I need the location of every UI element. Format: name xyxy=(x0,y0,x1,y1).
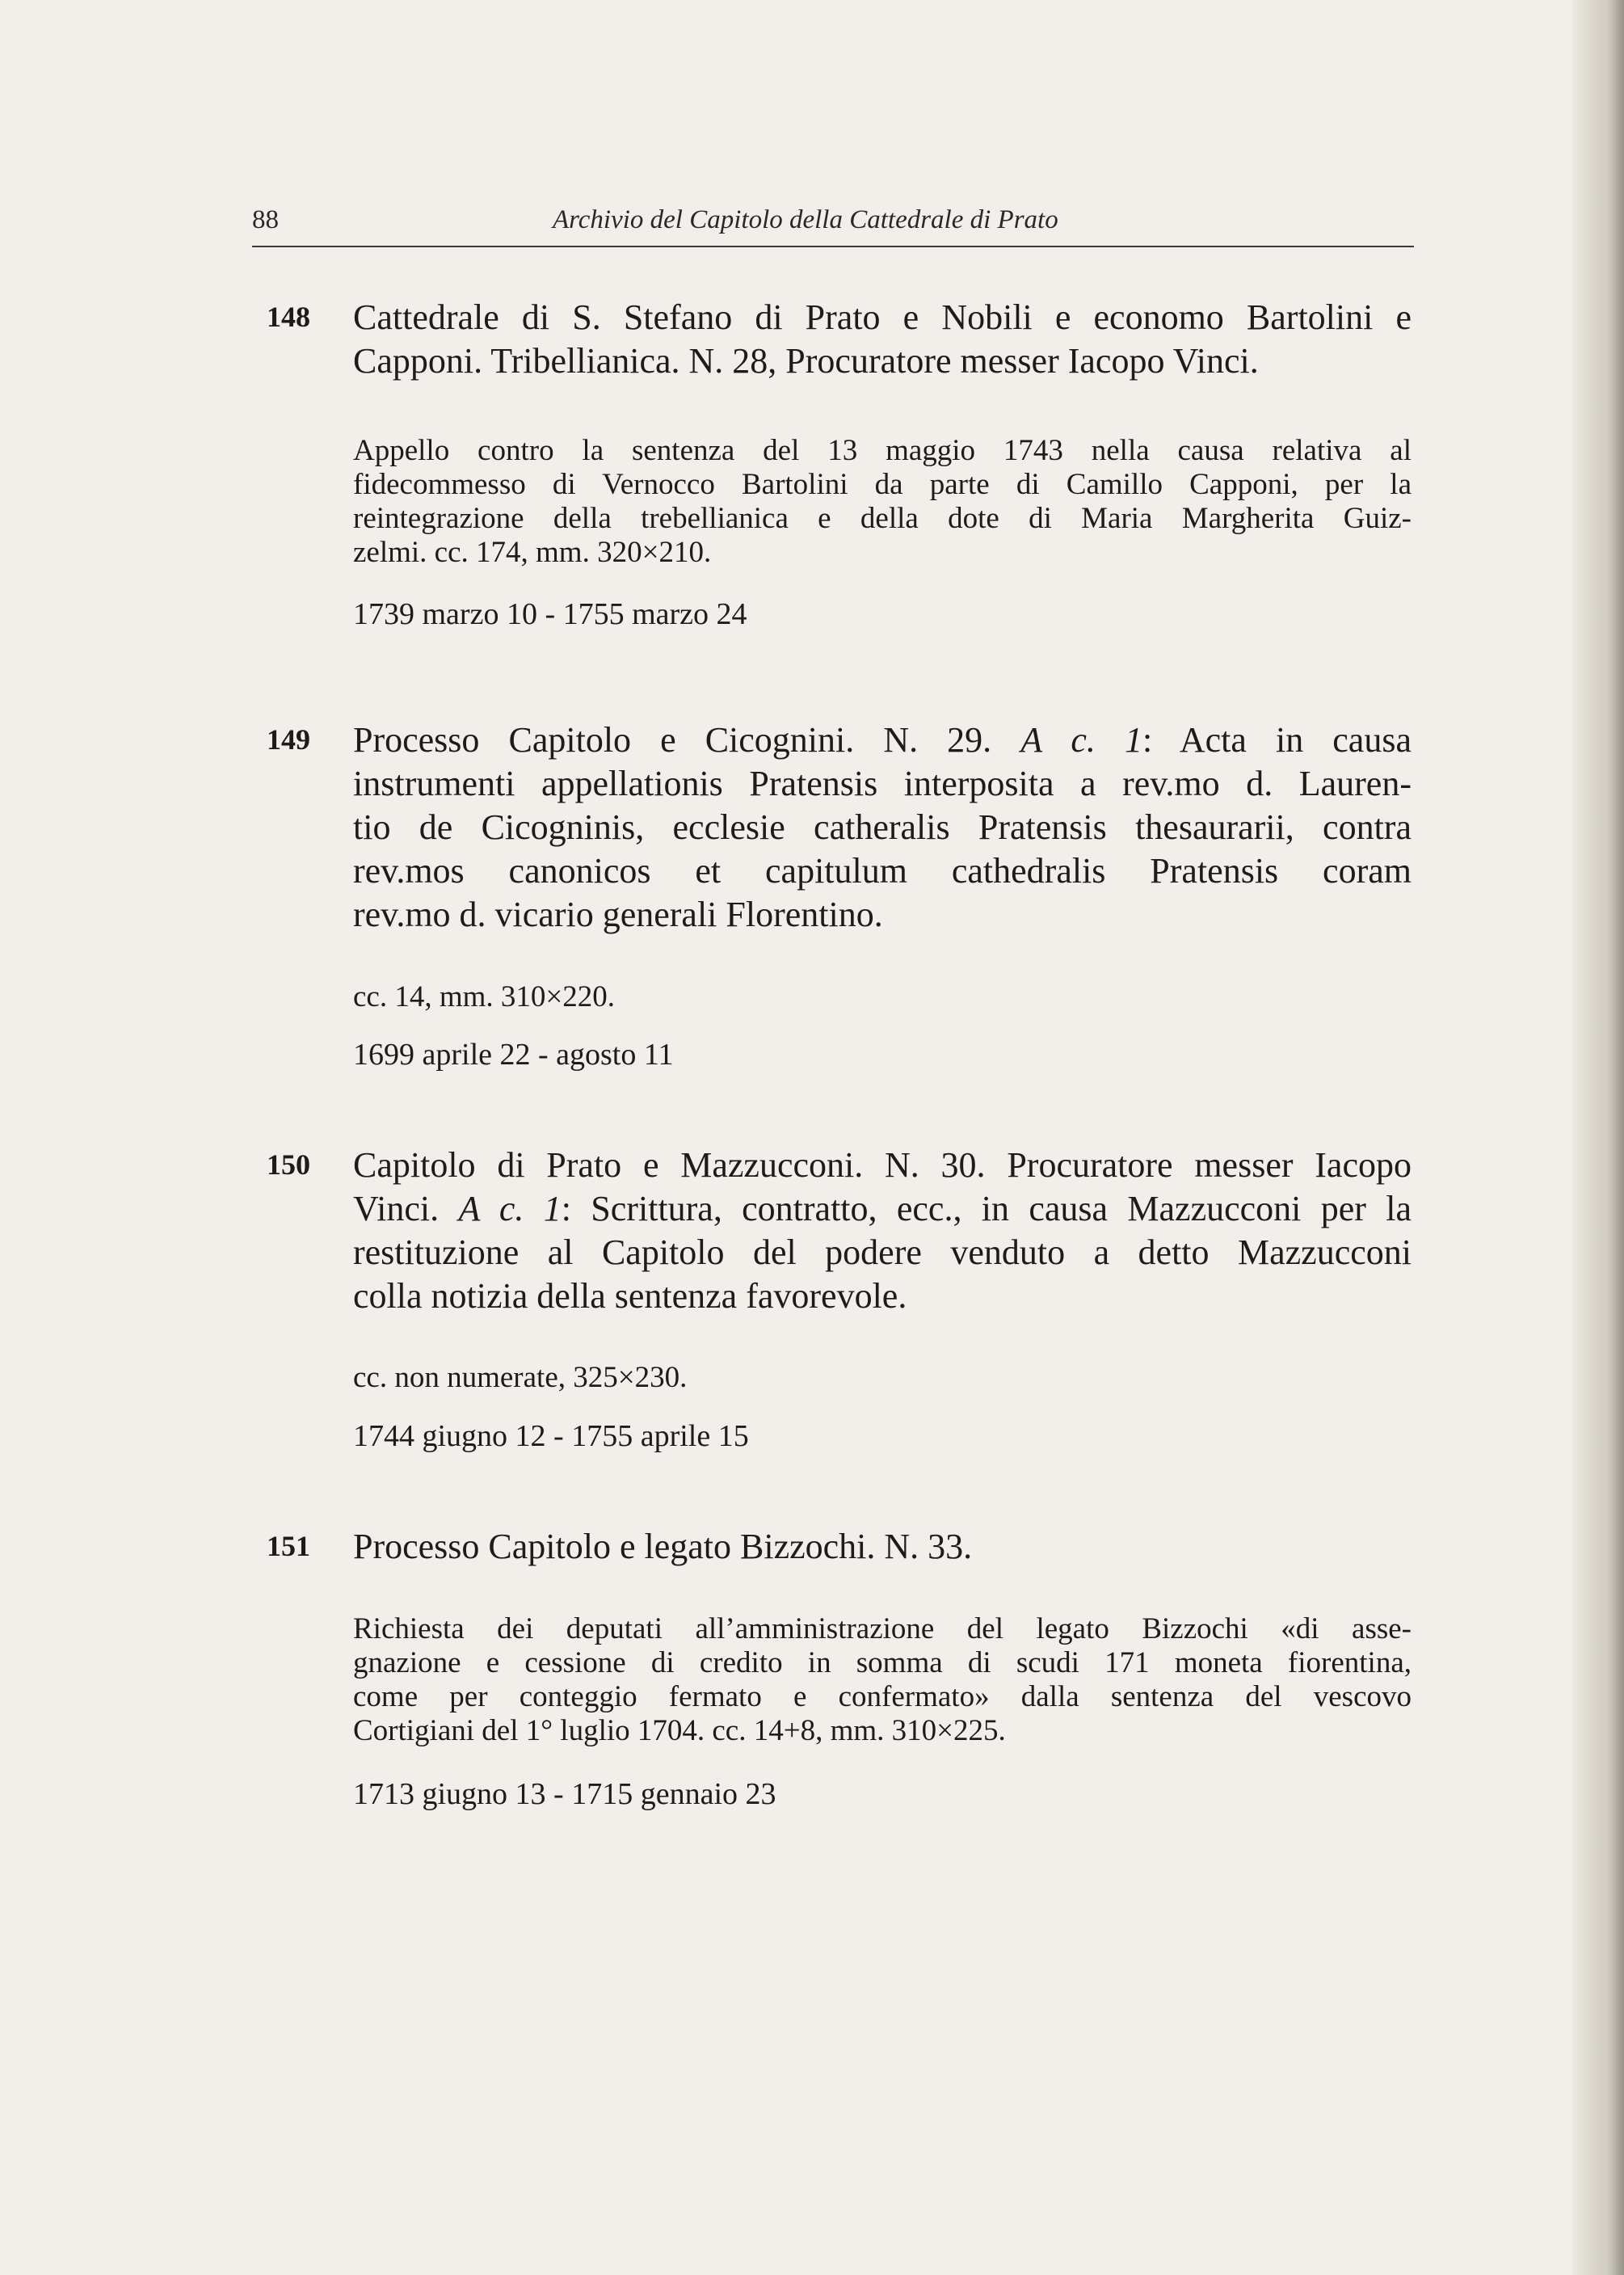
entry-number: 150 xyxy=(267,1148,310,1181)
entry-title xyxy=(353,718,1412,937)
entry-date: 1699 aprile 22 - agosto 11 xyxy=(353,1038,674,1072)
description-line: gnazione e cessione di credito in somma di scudi 171 moneta fiorentina, xyxy=(353,1646,1412,1679)
title-line: instrumenti appellationis Pratensis interposita a rev.mo d. Lauren- xyxy=(353,764,1412,803)
description-line: fidecommesso di Vernocco Bartolini da parte di Camillo Capponi, per la xyxy=(353,468,1412,501)
description-line: reintegrazione della trebellianica e della dote di Maria Margherita Guiz- xyxy=(353,502,1412,535)
title-line: Capitolo di Prato e Mazzucconi. N. 30. Procuratore messer Iacopo xyxy=(353,1145,1412,1185)
description-line: Cortigiani del 1° luglio 1704. cc. 14+8, mm. 310×225. xyxy=(353,1714,1006,1747)
title-text: Processo Capitolo e Cicognini. N. 29. xyxy=(353,720,992,760)
title-line xyxy=(353,718,1412,762)
entry-number: 151 xyxy=(267,1530,310,1562)
header-rule xyxy=(252,246,1414,247)
entry-date: 1739 marzo 10 - 1755 marzo 24 xyxy=(353,597,747,631)
entry-number: 148 xyxy=(267,301,310,333)
title-line: Cattedrale di S. Stefano di Prato e Nobili e economo Bartolini e xyxy=(353,297,1412,337)
entry-date: 1744 giugno 12 - 1755 aprile 15 xyxy=(353,1419,749,1453)
entry-number: 149 xyxy=(267,723,310,756)
description-line: Appello contro la sentenza del 13 maggio 1743 nella causa relativa al xyxy=(353,434,1412,467)
entry-physical-description: cc. 14, mm. 310×220. xyxy=(353,980,616,1013)
entry-title xyxy=(353,1525,1412,1569)
page-number: 88 xyxy=(252,205,279,234)
spine-shadow xyxy=(1608,0,1624,2275)
entry-physical-description: cc. non numerate, 325×230. xyxy=(353,1361,688,1394)
running-title: Archivio del Capitolo della Cattedrale di Prato xyxy=(553,205,1058,234)
page-header xyxy=(252,202,1414,246)
folio-reference: A c. 1 xyxy=(1020,720,1142,760)
title-line: Capponi. Tribellianica. N. 28, Procuratore messer Iacopo Vinci. xyxy=(353,341,1259,381)
entry-description xyxy=(353,1612,1412,1748)
title-line xyxy=(353,1187,1412,1231)
title-text: Vinci. xyxy=(353,1189,440,1228)
entry-title xyxy=(353,1144,1412,1318)
title-line: rev.mo d. vicario generali Florentino. xyxy=(353,895,883,934)
title-line: Processo Capitolo e legato Bizzochi. N. 33. xyxy=(353,1527,973,1566)
description-line: come per conteggio fermato e confermato» dalla sentenza del vescovo xyxy=(353,1680,1412,1713)
entry-description xyxy=(353,434,1412,570)
title-line: rev.mos canonicos et capitulum cathedralis Pratensis coram xyxy=(353,851,1412,891)
folio-reference: A c. 1 xyxy=(458,1189,562,1228)
title-line: colla notizia della sentenza favorevole. xyxy=(353,1276,907,1316)
entry-date: 1713 giugno 13 - 1715 gennaio 23 xyxy=(353,1777,776,1811)
description-line: zelmi. cc. 174, mm. 320×210. xyxy=(353,536,712,569)
title-text: : Acta in causa xyxy=(1142,720,1412,760)
title-line: tio de Cicogninis, ecclesie catheralis Pratensis thesaurarii, contra xyxy=(353,807,1412,847)
title-line: restituzione al Capitolo del podere venduto a detto Mazzucconi xyxy=(353,1232,1412,1272)
title-text: : Scrittura, contratto, ecc., in causa Mazzucconi per la xyxy=(561,1189,1412,1228)
description-line: Richiesta dei deputati all’amministrazione del legato Bizzochi «di asse- xyxy=(353,1612,1412,1645)
entry-title xyxy=(353,296,1412,383)
